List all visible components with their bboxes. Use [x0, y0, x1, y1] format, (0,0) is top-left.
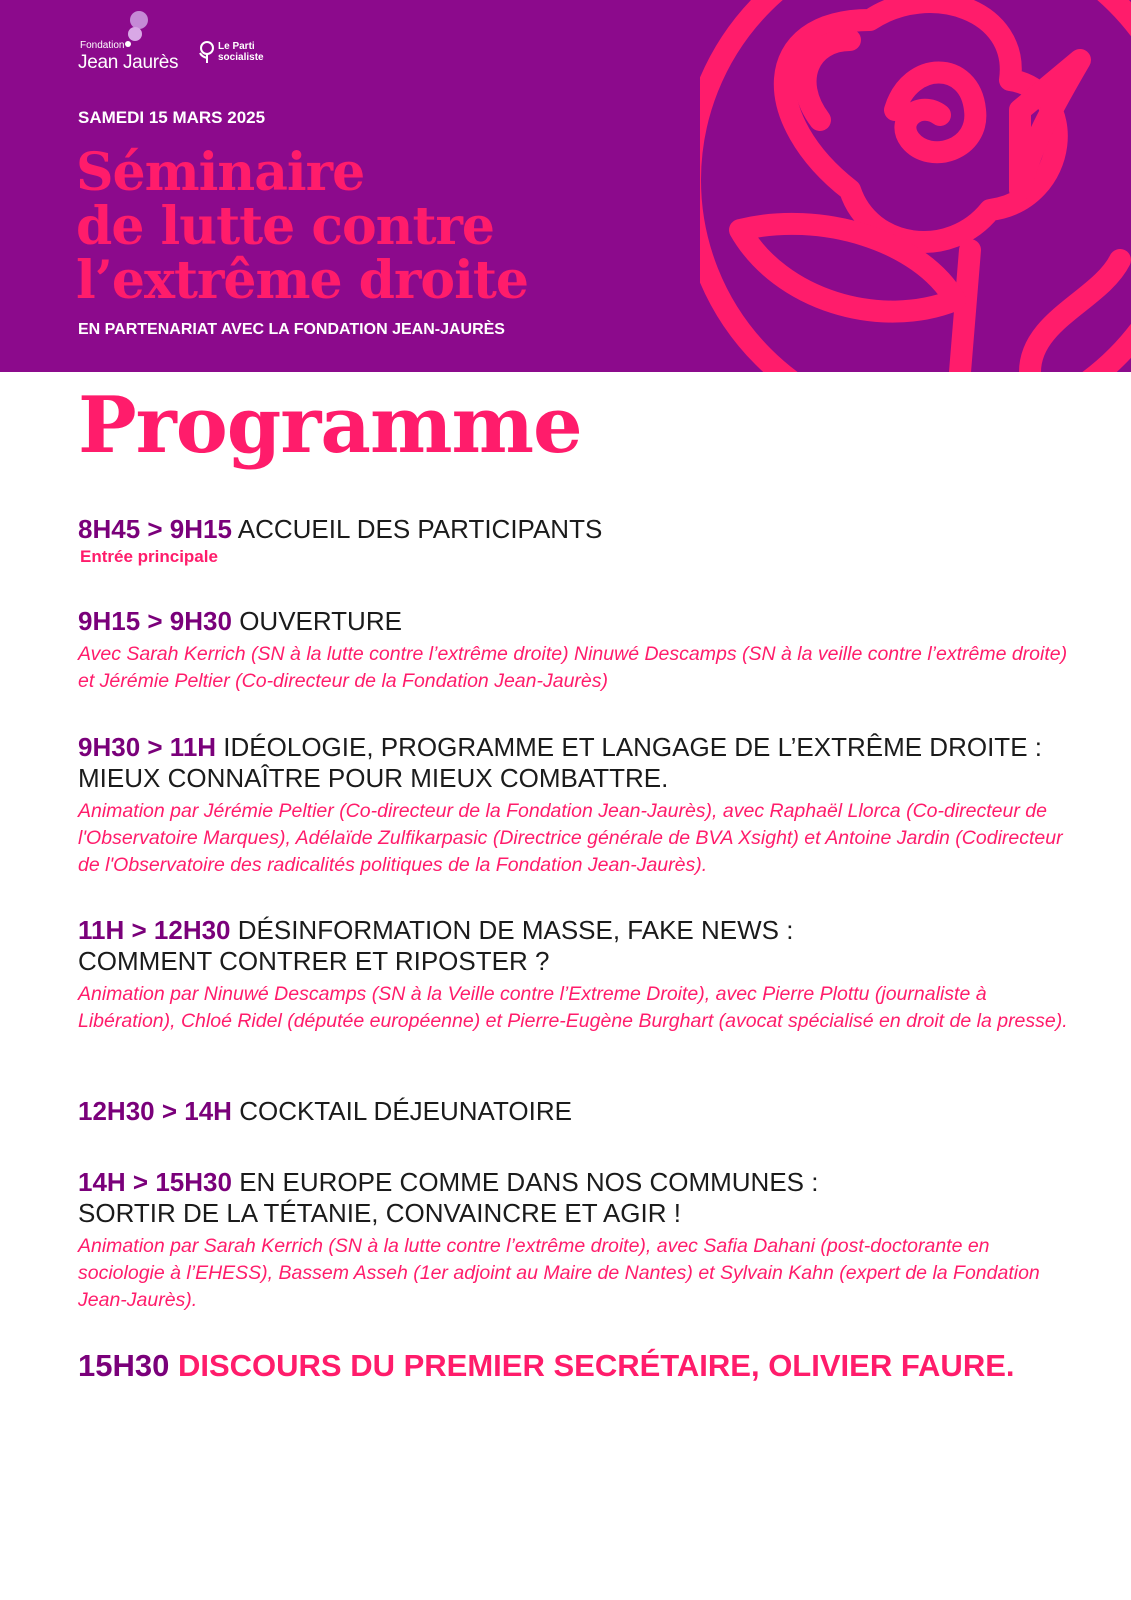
ps-logo-text [218, 41, 264, 63]
item-label: DÉSINFORMATION DE MASSE, FAKE NEWS : [237, 915, 794, 945]
item-heading [78, 1167, 1078, 1198]
programme-item-final [78, 1350, 1078, 1381]
item-time: 11H > 12H30 [78, 915, 231, 945]
fondation-logo-mark-icon [122, 8, 152, 48]
fondation-jean-jaures-logo [78, 8, 188, 73]
event-date: SAMEDI 15 MARS 2025 [78, 108, 266, 127]
ps-rose-icon [198, 40, 216, 64]
item-time: 14H > 15H30 [78, 1167, 232, 1197]
item-label: COCKTAIL DÉJEUNATOIRE [239, 1096, 572, 1126]
item-heading [78, 1096, 1078, 1127]
programme-heading: Programme [78, 380, 582, 471]
title-line: Séminaire [76, 142, 365, 203]
programme-item [78, 514, 1078, 567]
item-label: IDÉOLOGIE, PROGRAMME ET LANGAGE DE L’EXTRÊME DROITE : [223, 732, 1042, 762]
item-heading-line2: MIEUX CONNAÎTRE POUR MIEUX COMBATTRE. [78, 763, 669, 793]
item-heading [78, 606, 1078, 637]
item-location: Entrée principale [80, 547, 218, 566]
item-time: 9H15 > 9H30 [78, 606, 232, 636]
item-time: 9H30 > 11H [78, 732, 217, 762]
item-heading-line2: COMMENT CONTRER ET RIPOSTER ? [78, 946, 550, 976]
ps-logo-line1: Le Parti [218, 41, 255, 52]
item-label: EN EUROPE COMME DANS NOS COMMUNES : [239, 1167, 819, 1197]
programme-item [78, 606, 1078, 695]
item-time: 8H45 > 9H15 [78, 514, 232, 544]
programme-item [78, 1167, 1078, 1314]
item-heading-line2: SORTIR DE LA TÉTANIE, CONVAINCRE ET AGIR ! [78, 1198, 681, 1228]
title-line: de lutte contre [76, 196, 494, 257]
item-heading [78, 514, 1078, 545]
item-heading [78, 1350, 1078, 1381]
logo-fjj-name: Jean Jaurès [78, 52, 179, 73]
title-line: l’extrême droite [76, 250, 528, 311]
item-heading [78, 915, 1078, 946]
partnership-text: EN PARTENARIAT AVEC LA FONDATION JEAN-JAURÈS [78, 321, 505, 338]
rose-icon [700, 0, 1131, 372]
logo-fjj-small-text: Fondation [80, 40, 125, 51]
item-label: ACCUEIL DES PARTICIPANTS [231, 514, 603, 544]
item-label: OUVERTURE [239, 606, 402, 636]
item-description: Animation par Ninuwé Descamps (SN à la Veille contre l’Extreme Droite), avec Pierre Plottu (journaliste à Libération), Chloé Ridel (députée européenne) et Pierre-Eugène Burghart (avocat spécialisé en droit de la presse). [78, 983, 1068, 1032]
item-label: DISCOURS DU PREMIER SECRÉTAIRE, OLIVIER FAURE. [177, 1348, 1015, 1383]
item-heading [78, 732, 1078, 763]
programme-item [78, 732, 1078, 879]
ps-logo-line2: socialiste [218, 52, 264, 63]
header-banner [0, 0, 1131, 372]
item-time: 12H30 > 14H [78, 1096, 232, 1126]
programme-item [78, 915, 1078, 1035]
parti-socialiste-logo [198, 40, 288, 70]
item-time: 15H30 [78, 1348, 170, 1383]
item-description: Animation par Sarah Kerrich (SN à la lutte contre l’extrême droite), avec Safia Dahani (post-doctorante en sociologie à l’EHESS), Bassem Asseh (1er adjoint au Maire de Nantes) et Sylvain Kahn (expert de la Fondation Jean-Jaurès). [78, 1235, 1040, 1311]
item-description: Avec Sarah Kerrich (SN à la lutte contre l’extrême droite) Ninuwé Descamps (SN à la veille contre l’extrême droite) et Jérémie Peltier (Co-directeur de la Fondation Jean-Jaurès) [78, 643, 1068, 692]
programme-item [78, 1096, 1078, 1127]
item-description: Animation par Jérémie Peltier (Co-directeur de la Fondation Jean-Jaurès), avec Raphaël Llorca (Co-directeur de l'Observatoire Marques), Adélaïde Zulfikarpasic (Directrice générale de BVA Xsight) et Antoine Jardin (Codirecteur de l'Observatoire des radicalités politiques de la Fondation Jean-Jaurès). [78, 800, 1063, 876]
event-title [76, 142, 528, 311]
